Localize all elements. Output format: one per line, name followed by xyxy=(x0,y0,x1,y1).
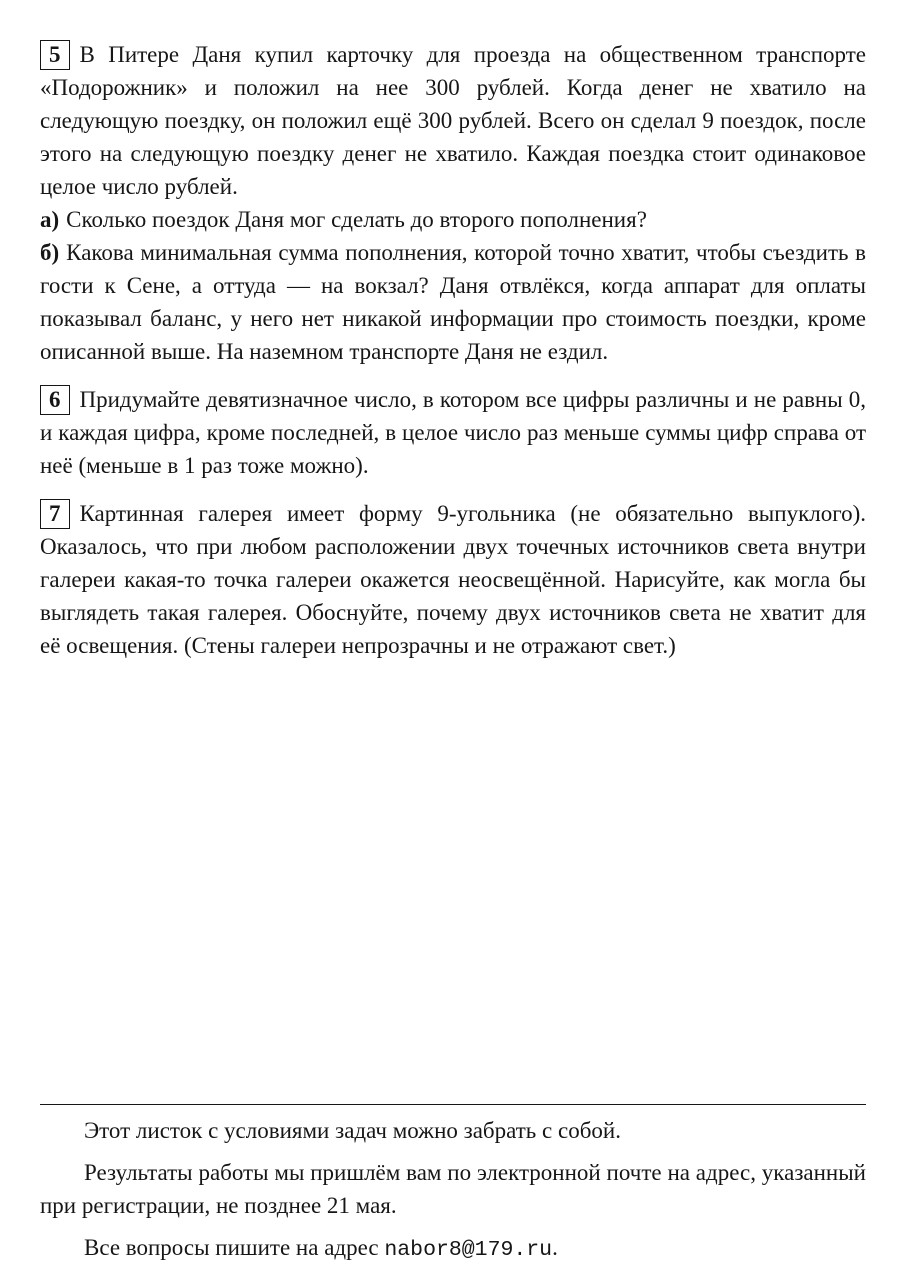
problem-6-number-box: 6 xyxy=(40,385,70,415)
problem-5-part-b-text: Какова минимальная сумма пополнения, которой точно хватит, чтобы съездить в гости к Сене, а оттуда — на вокзал? Даня отвлёкся, когда аппарат для оплаты показывал баланс, у него нет никакой информации про стоимость поездки, кроме описанной выше. На наземном транспорте Даня не ездил. xyxy=(40,240,866,364)
problem-5-part-a-text: Сколько поездок Даня мог сделать до второго пополнения? xyxy=(66,207,647,232)
problem-5 xyxy=(40,38,866,368)
footer-divider xyxy=(40,1104,866,1105)
problem-7-number-box: 7 xyxy=(40,499,70,529)
problem-6-statement xyxy=(40,383,866,482)
problem-sheet xyxy=(40,38,866,662)
problem-5-part-b xyxy=(40,236,866,368)
problem-7 xyxy=(40,497,866,662)
footer-note-results: Результаты работы мы пришлём вам по электронной почте на адрес, указанный при регистрации, не позднее 21 мая. xyxy=(40,1160,866,1218)
problem-7-statement xyxy=(40,497,866,662)
problem-7-intro-text: Картинная галерея имеет форму 9-угольника (не обязательно выпуклого). Оказалось, что при любом расположении двух точечных источников света внутри галереи какая-то точка галереи окажется неосвещённой. Нарисуйте, как могла бы выглядеть такая галерея. Обоснуйте, почему двух источников света не хватит для её освещения. (Стены галереи непрозрачны и не отражают свет.) xyxy=(40,501,866,658)
problem-5-part-b-label: б) xyxy=(40,240,60,265)
problem-6 xyxy=(40,383,866,482)
footer-email: nabor8@179.ru xyxy=(384,1238,553,1262)
problem-5-part-a-label: а) xyxy=(40,207,60,232)
problem-5-number-box: 5 xyxy=(40,40,70,70)
footer-questions-suffix: . xyxy=(552,1235,558,1260)
footer-note-keep-sheet: Этот листок с условиями задач можно забрать с собой. xyxy=(84,1118,621,1143)
footer-note-questions xyxy=(40,1231,866,1267)
problem-5-statement xyxy=(40,38,866,203)
footer xyxy=(40,1104,866,1267)
problem-5-intro-text: В Питере Даня купил карточку для проезда на общественном транспорте «Подорожник» и положил на нее 300 рублей. Когда денег не хватило на следующую поездку, он положил ещё 300 рублей. Всего он сделал 9 поездок, после этого на следующую поездку денег не хватило. Каждая поездка стоит одинаковое целое число рублей. xyxy=(40,42,866,199)
problem-5-part-a xyxy=(40,203,866,236)
footer-questions-prefix: Все вопросы пишите на адрес xyxy=(84,1235,385,1260)
problem-6-intro-text: Придумайте девятизначное число, в котором все цифры различны и не равны 0, и каждая цифра, кроме последней, в целое число раз меньше суммы цифр справа от неё (меньше в 1 раз тоже можно). xyxy=(40,387,866,478)
